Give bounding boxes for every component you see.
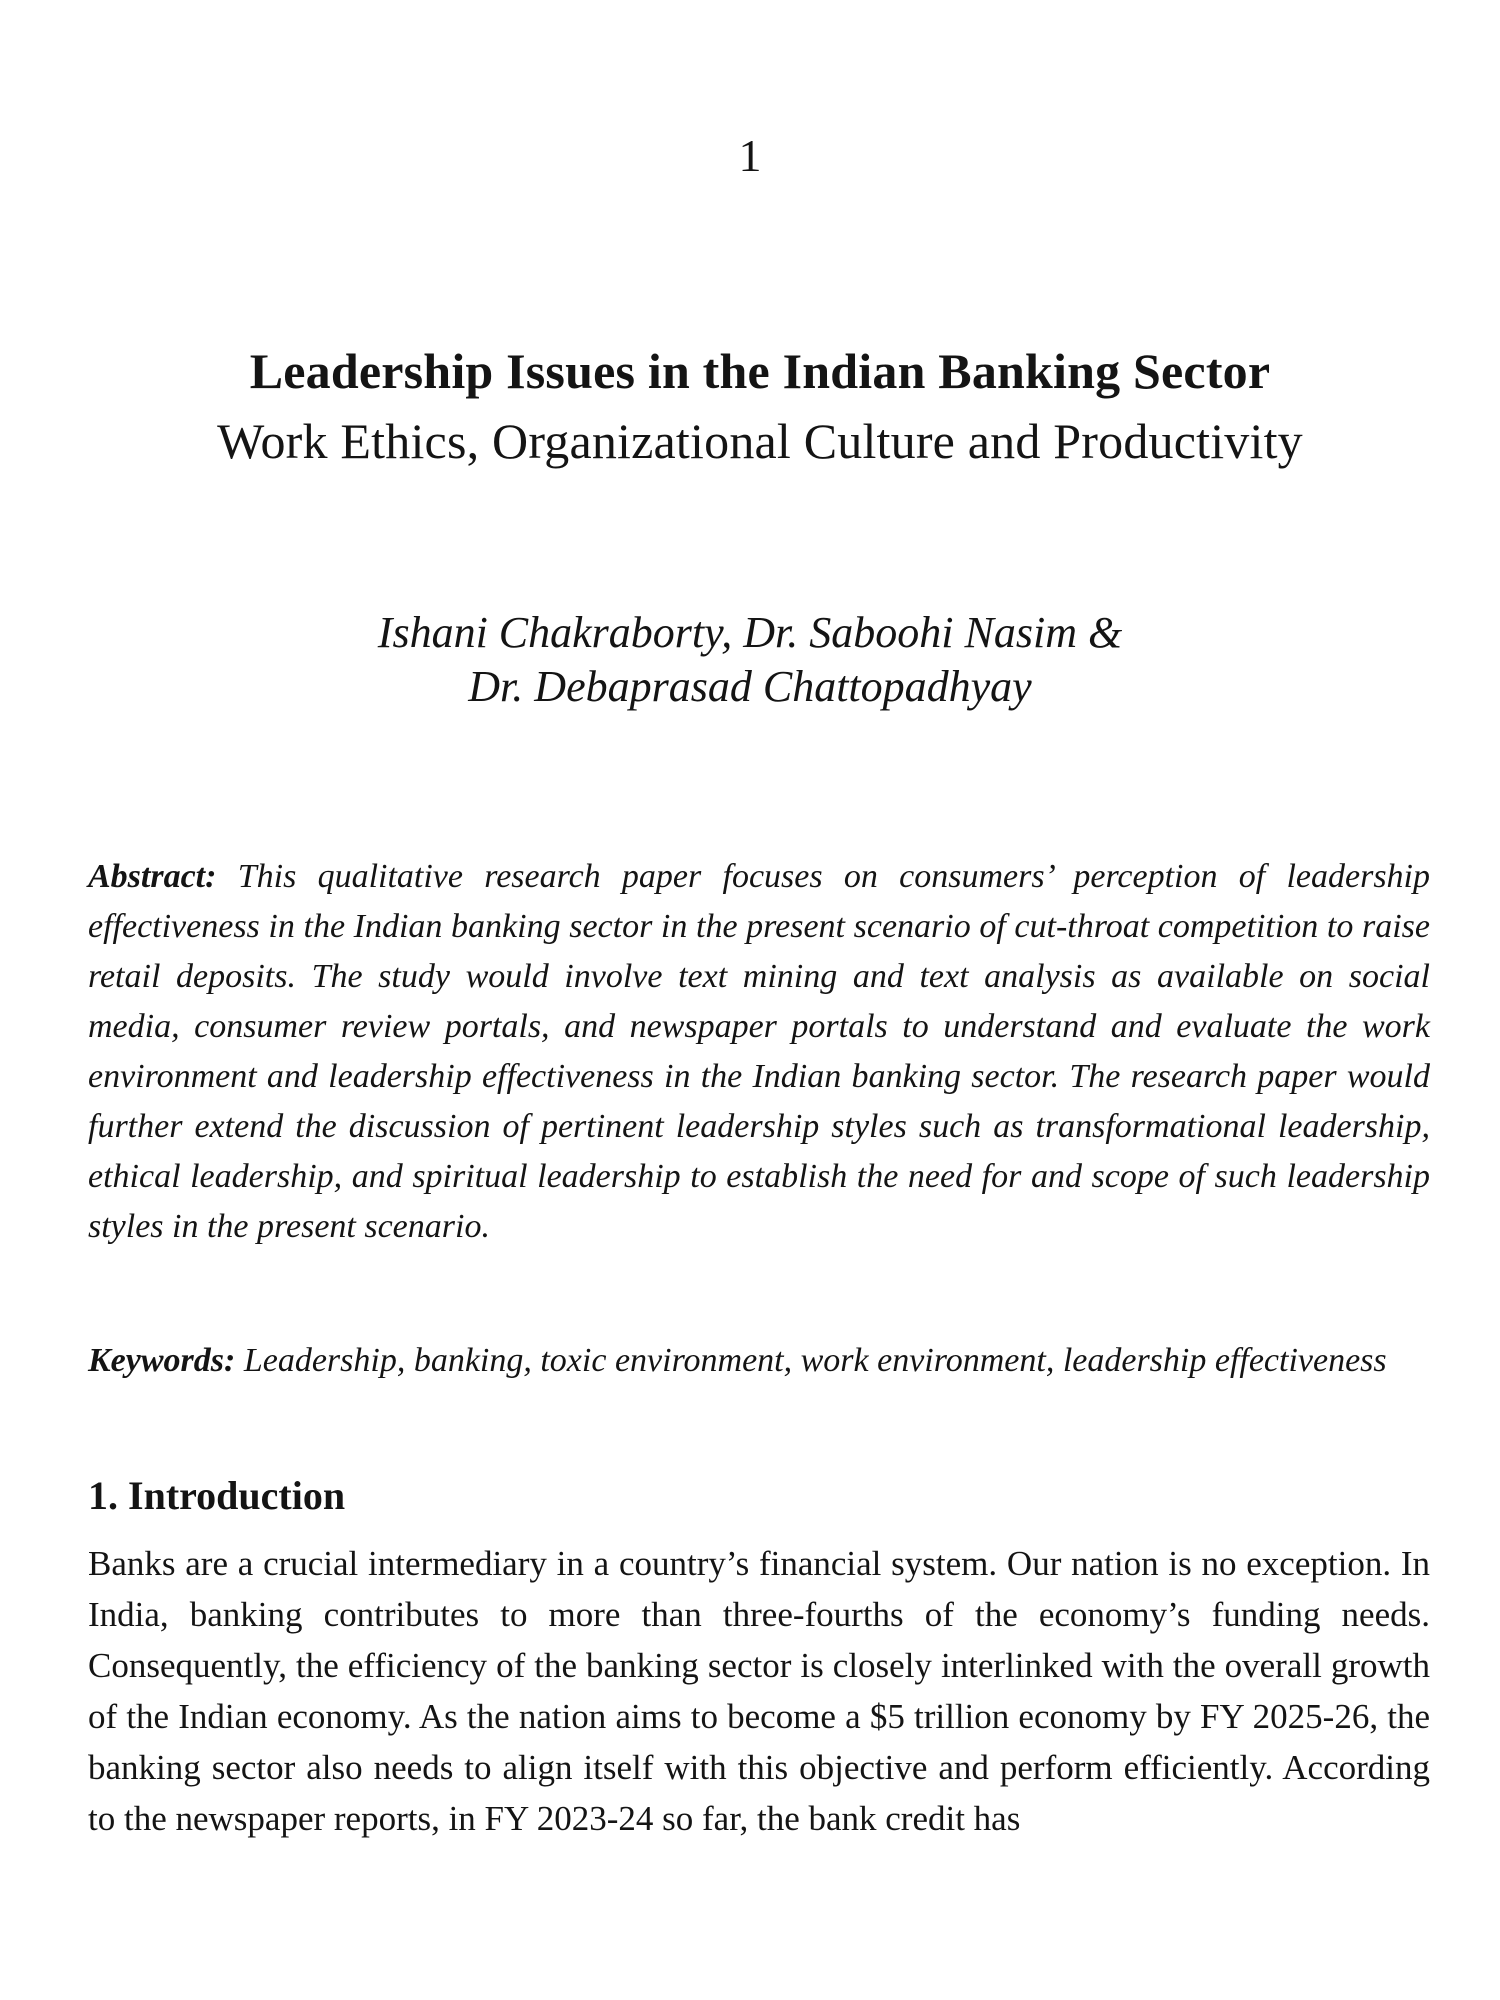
- keywords-text: Leadership, banking, toxic environment, work environment, leadership effectiveness: [243, 1342, 1387, 1379]
- chapter-number: 1: [738, 130, 762, 181]
- paper-title: Leadership Issues in the Indian Banking Sector: [249, 343, 1271, 399]
- authors-line-2: Dr. Debaprasad Chattopadhyay: [468, 662, 1032, 711]
- authors-line-1: Ishani Chakraborty, Dr. Saboohi Nasim &: [377, 608, 1123, 657]
- introduction-heading: 1. Introduction: [88, 1473, 346, 1518]
- abstract-text: This qualitative research paper focuses on consumers’ perception of leadership effectiveness in the Indian banking sector in the present scenario of cut-throat competition to raise retail deposits. The study would involve text mining and text analysis as available on social media, consumer review portals, and newspaper portals to understand and evaluate the work environment and leadership effectiveness in the Indian banking sector. The research paper would further extend the discussion of pertinent leadership styles such as transformational leadership, ethical leadership, and spiritual leadership to establish the need for and scope of such leadership styles in the present scenario.: [88, 858, 1430, 1245]
- keywords-label: Keywords:: [88, 1342, 236, 1379]
- keywords-paragraph: [88, 1336, 1430, 1386]
- title-block: [90, 336, 1430, 476]
- introduction-paragraph: Banks are a crucial intermediary in a country’s financial system. Our nation is no exception. In India, banking contributes to more than three-fourths of the economy’s funding needs. Consequently, the efficiency of the banking sector is closely interlinked with the overall growth of the Indian economy. As the nation aims to become a $5 trillion economy by FY 2025-26, the banking sector also needs to align itself with this objective and perform efficiently. According to the newspaper reports, in FY 2023-24 so far, the bank credit has: [88, 1544, 1430, 1838]
- abstract-paragraph: [88, 852, 1430, 1252]
- abstract-label: Abstract:: [88, 858, 217, 895]
- authors-block: [150, 606, 1350, 714]
- paper-subtitle: Work Ethics, Organizational Culture and Productivity: [217, 413, 1303, 469]
